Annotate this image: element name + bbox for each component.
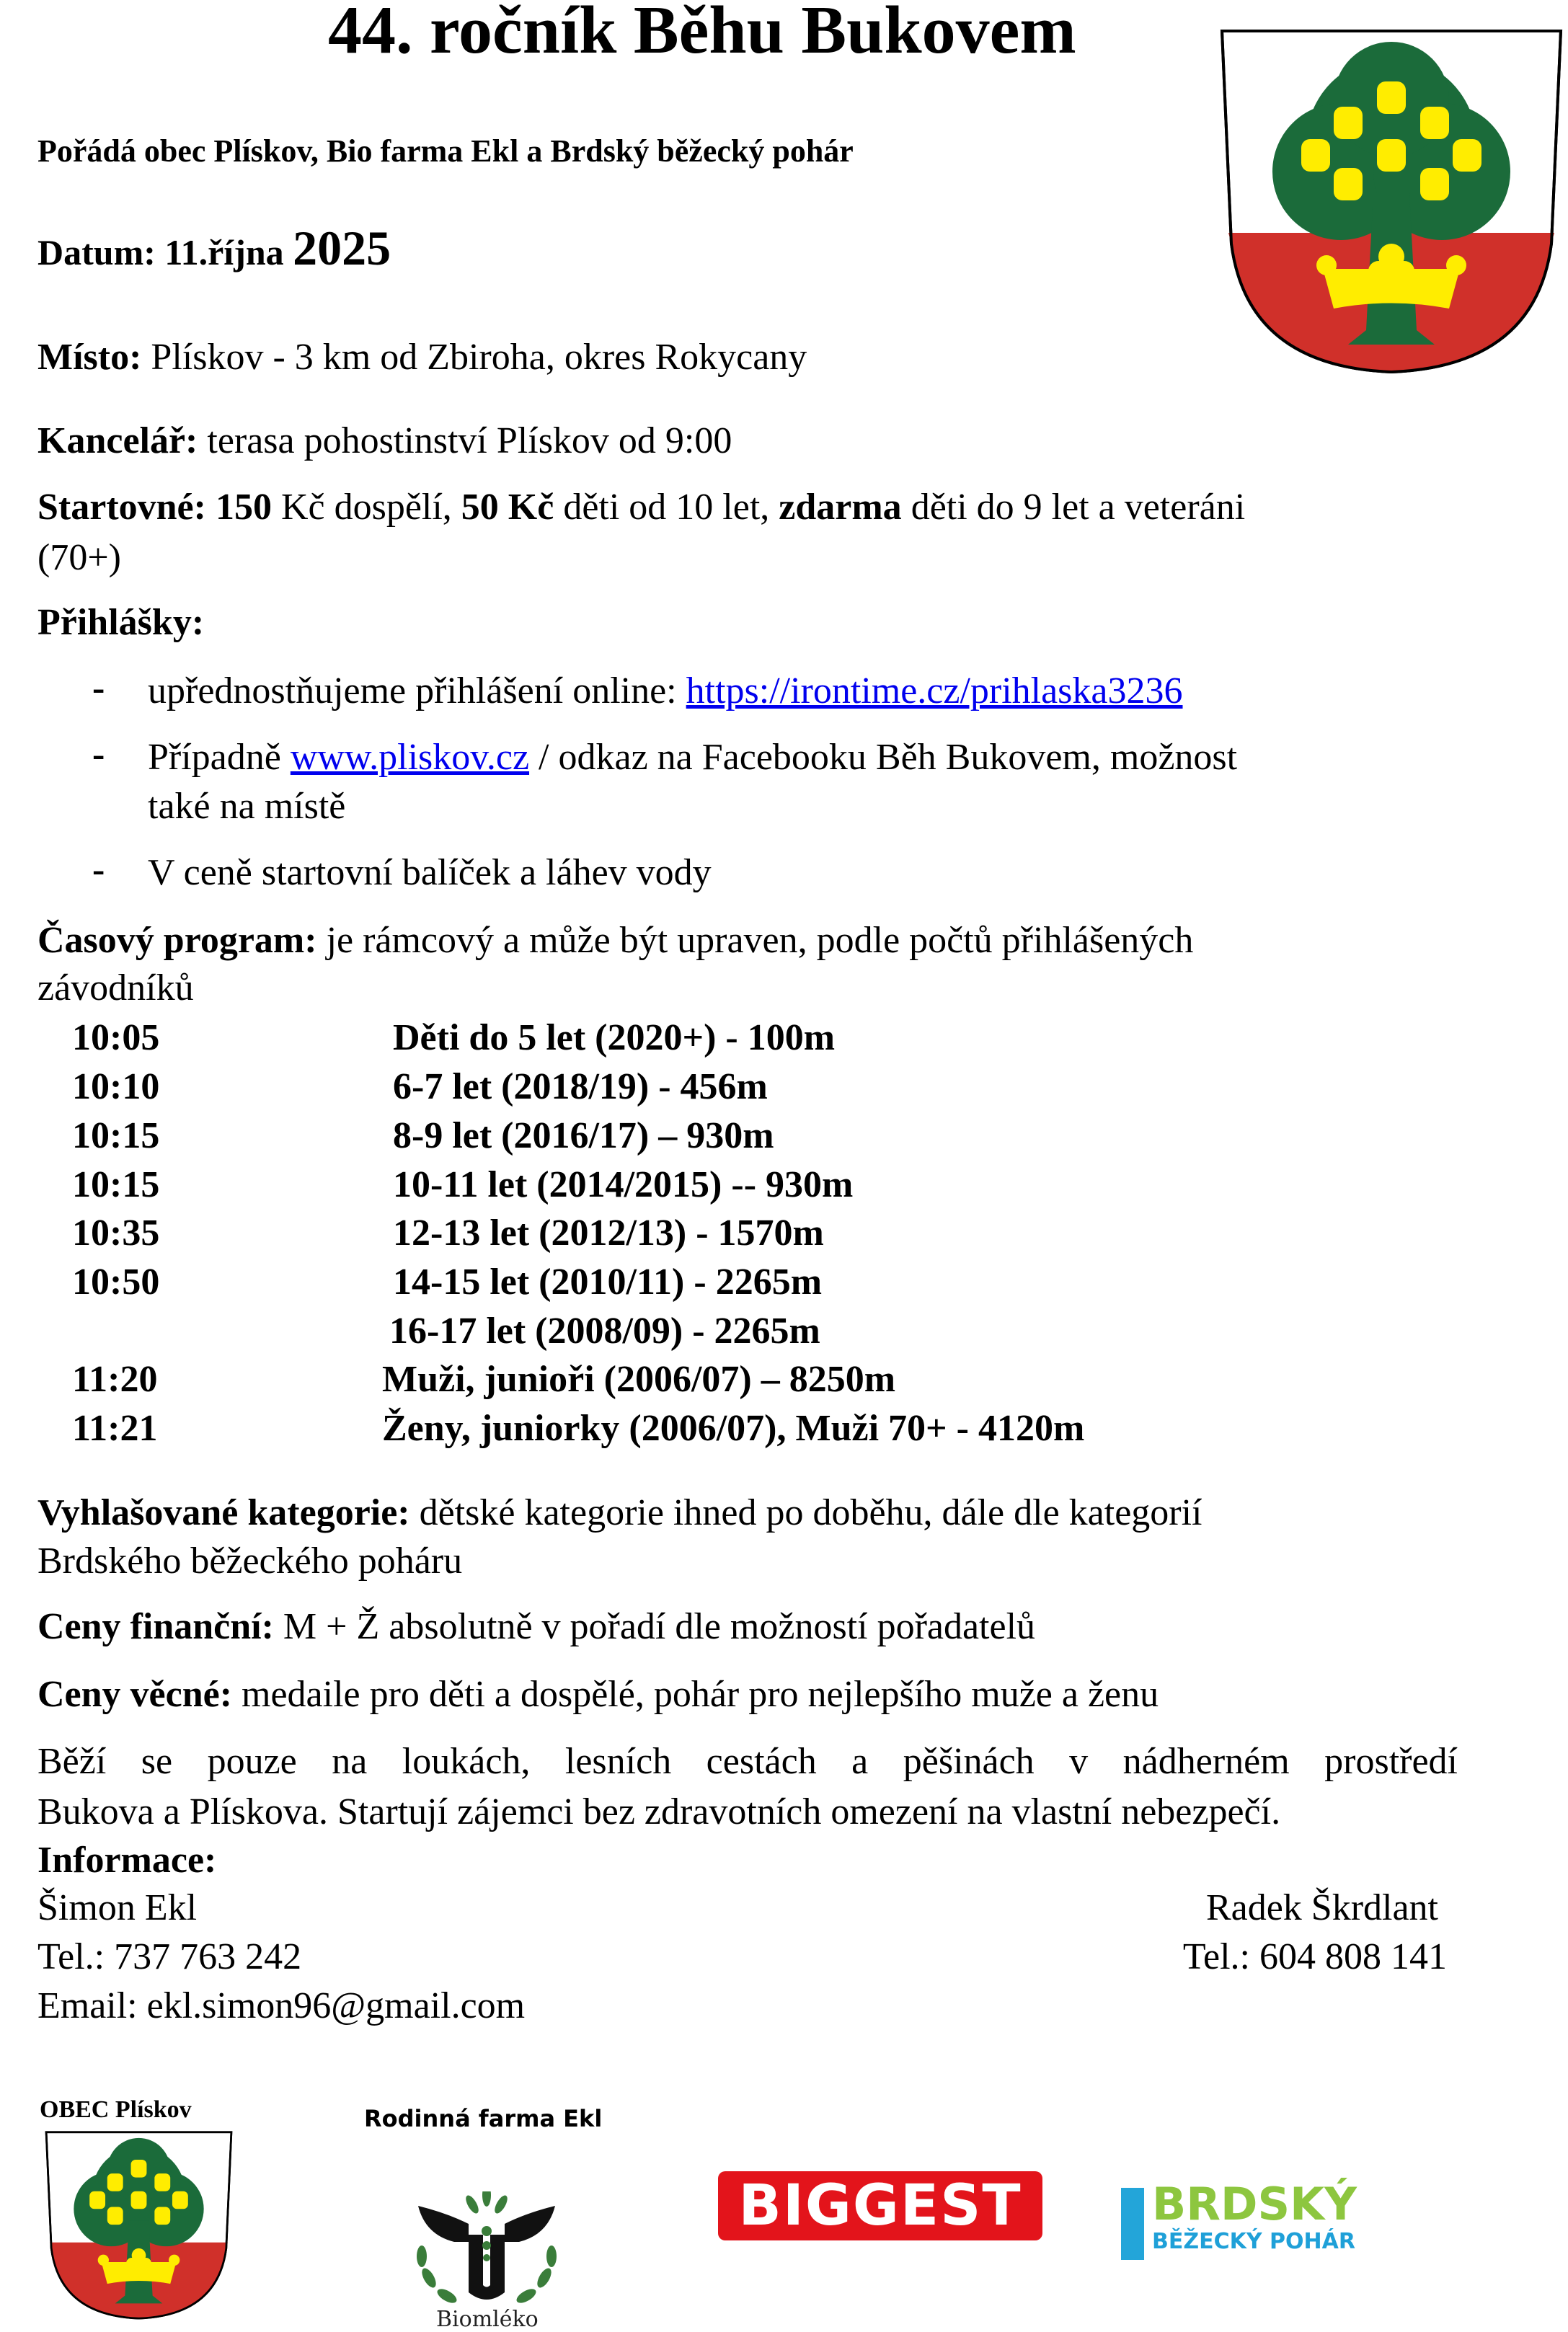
bullet-text-3: V ceně startovní balíček a láhev vody <box>148 852 712 893</box>
schedule-time: 10:15 <box>72 1164 160 1205</box>
bullet-text <box>148 733 1237 782</box>
categories-value: dětské kategorie ihned po doběhu, dále dle kategorií <box>409 1492 1202 1533</box>
registration-label: Přihlášky: <box>37 602 205 643</box>
categories-label: Vyhlašované kategorie: <box>37 1492 410 1533</box>
schedule-event: 8-9 let (2016/17) – 930m <box>393 1115 774 1156</box>
schedule-time: 11:20 <box>72 1359 158 1400</box>
fee-adult-text: Kč dospělí, <box>271 487 461 528</box>
contact1-phone: Tel.: 737 763 242 <box>37 1936 302 1977</box>
fee-free-text: děti do 9 let a veteráni <box>901 487 1246 528</box>
prize-money-line <box>37 1602 1035 1652</box>
place-label: Místo: <box>37 337 142 378</box>
categories-line <box>37 1489 1202 1538</box>
prize-money-label: Ceny finanční: <box>37 1606 274 1647</box>
schedule-event: 12-13 let (2012/13) - 1570m <box>393 1212 824 1254</box>
fee-line-2: (70+) <box>37 537 121 578</box>
brdsky-logo-title: BRDSKÝ <box>1152 2178 1357 2230</box>
place-line <box>37 333 807 382</box>
terrain-line-1: Běží se pouze na loukách, lesních cestách a pěšinách v nádherném prostředí <box>37 1741 1458 1782</box>
schedule-time: 10:10 <box>72 1066 160 1107</box>
fee-line <box>37 483 1245 532</box>
fee-adult-price: 150 <box>205 487 272 528</box>
page-title: 44. ročník Běhu Bukovem <box>328 0 1076 68</box>
contact2-phone: Tel.: 604 808 141 <box>1182 1936 1447 1977</box>
contact1-name: Šimon Ekl <box>37 1887 198 1928</box>
schedule-time: 11:21 <box>72 1408 158 1449</box>
pliskov-link[interactable]: www.pliskov.cz <box>290 737 530 778</box>
schedule-event: Děti do 5 let (2020+) - 100m <box>393 1017 836 1058</box>
bullet-dash: - <box>92 734 105 775</box>
bullet-dash: - <box>92 668 105 709</box>
brdsky-runner-icon <box>1121 2188 1144 2260</box>
farm-cow-logo-icon <box>404 2191 570 2314</box>
prize-money-value: M + Ž absolutně v pořadí dle možností pořadatelů <box>273 1606 1036 1647</box>
irontime-link[interactable]: https://irontime.cz/prihlaska3236 <box>686 670 1183 711</box>
info-label: Informace: <box>37 1840 217 1881</box>
brdsky-logo-subtitle: BĚŽECKÝ POHÁR <box>1152 2229 1355 2254</box>
biggest-logo: BIGGEST <box>718 2171 1042 2240</box>
schedule-event: 14-15 let (2010/11) - 2265m <box>393 1262 823 1303</box>
farm-logo-subtitle: Biomléko <box>436 2307 539 2332</box>
bullet-text <box>148 667 1183 716</box>
terrain-line-2: Bukova a Plískova. Startují zájemci bez zdravotních omezení na vlastní nebezpečí. <box>37 1791 1281 1832</box>
contact1-email: Email: ekl.simon96@gmail.com <box>37 1985 526 2026</box>
date-label: Datum: 11.října <box>37 232 284 272</box>
schedule-time: 10:35 <box>72 1212 160 1254</box>
date-year: 2025 <box>293 221 391 275</box>
schedule-time: 10:50 <box>72 1262 160 1303</box>
schedule-label: Časový program: <box>37 920 317 961</box>
fee-label: Startovné: <box>37 487 206 528</box>
organizer-line: Pořádá obec Plískov, Bio farma Ekl a Brdský běžecký pohár <box>37 133 854 169</box>
bullet-text-2-line2: také na místě <box>148 786 346 827</box>
fee-child-text: děti od 10 let, <box>554 487 779 528</box>
office-value: terasa pohostinství Plískov od 9:00 <box>198 420 732 461</box>
office-label: Kancelář: <box>37 420 198 461</box>
prize-items-line <box>37 1670 1159 1719</box>
schedule-event: Muži, junioři (2006/07) – 8250m <box>382 1359 896 1400</box>
coat-of-arms-icon <box>1218 27 1564 377</box>
schedule-event: Ženy, juniorky (2006/07), Muži 70+ - 4120m <box>382 1408 1085 1449</box>
obec-coat-of-arms-icon <box>40 2130 238 2321</box>
schedule-event: 10-11 let (2014/2015) -- 930m <box>393 1164 854 1205</box>
obec-logo-label: OBEC Plískov <box>40 2096 192 2123</box>
bullet-text-2: Případně <box>148 737 291 778</box>
fee-child-price: 50 Kč <box>461 487 554 528</box>
schedule-time: 10:05 <box>72 1017 160 1058</box>
place-value: Plískov - 3 km od Zbiroha, okres Rokycany <box>141 337 807 378</box>
schedule-event: 6-7 let (2018/19) - 456m <box>393 1066 768 1107</box>
event-date <box>37 223 391 277</box>
prize-items-value: medaile pro děti a dospělé, pohár pro nejlepšího muže a ženu <box>232 1674 1159 1715</box>
farm-logo-label: Rodinná farma Ekl <box>364 2105 603 2132</box>
bullet-text-2-after: / odkaz na Facebooku Běh Bukovem, možnost <box>529 737 1238 778</box>
fee-free: zdarma <box>779 487 902 528</box>
schedule-heading <box>37 916 1193 965</box>
bullet-text-1: upřednostňujeme přihlášení online: <box>148 670 686 711</box>
categories-line-2: Brdského běžeckého poháru <box>37 1540 463 1582</box>
bullet-dash: - <box>92 849 105 890</box>
office-line <box>37 417 732 466</box>
prize-items-label: Ceny věcné: <box>37 1674 233 1715</box>
schedule-note: je rámcový a může být upraven, podle počtů přihlášených <box>316 920 1194 961</box>
schedule-event: 16-17 let (2008/09) - 2265m <box>389 1311 820 1352</box>
contact2-name: Radek Škrdlant <box>1205 1887 1438 1928</box>
schedule-time: 10:15 <box>72 1115 160 1156</box>
schedule-note-2: závodníků <box>37 967 194 1008</box>
